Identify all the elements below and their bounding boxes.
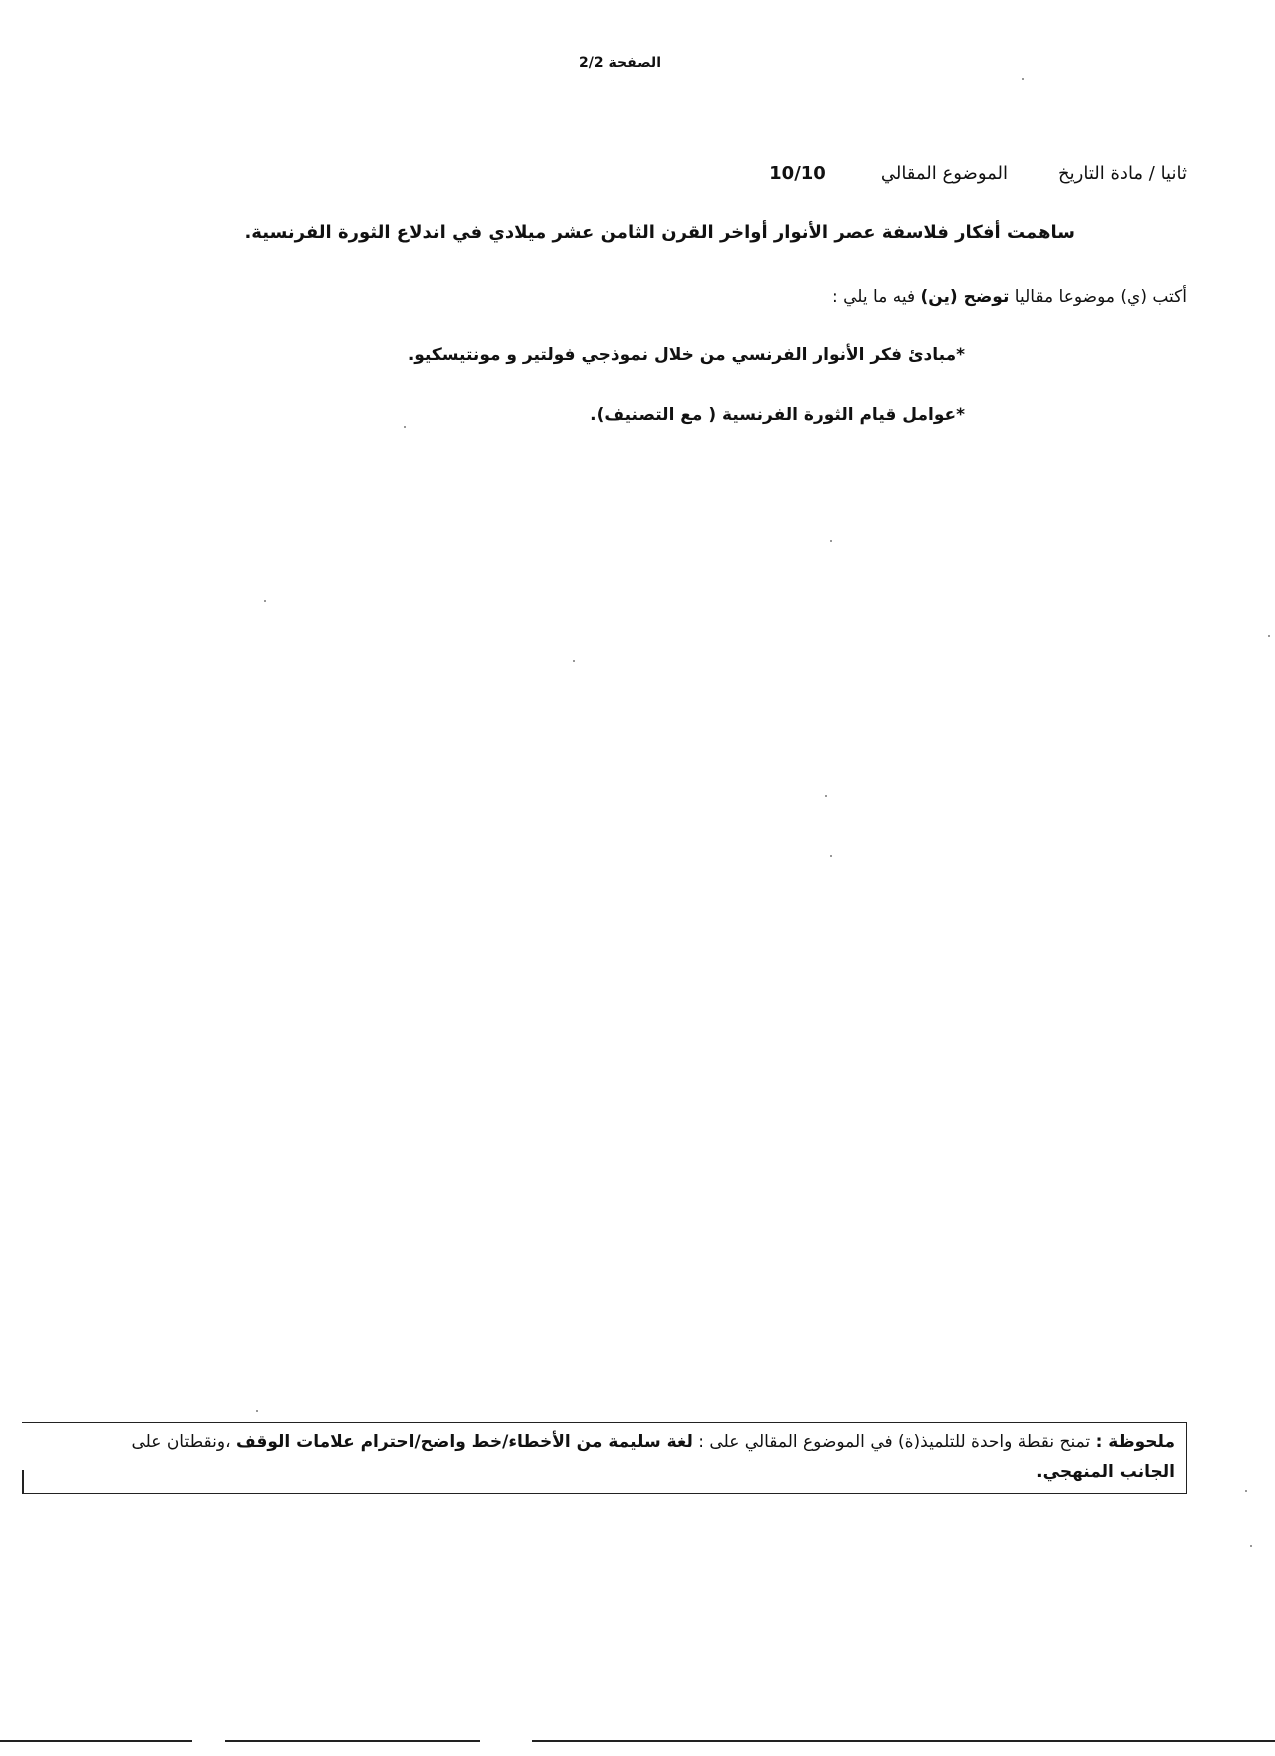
scan-speck (1022, 78, 1024, 80)
bullet-enlightenment-principles: *مبادئ فكر الأنوار الفرنسي من خلال نموذجي فولتير و مونتيسكيو. (407, 345, 965, 365)
instruction-part1: أكتب (ي) موضوعا مقاليا (1014, 287, 1187, 307)
scan-speck (1245, 1490, 1247, 1492)
note-prefix: ملحوظة : (1095, 1432, 1175, 1452)
footer-line (0, 1740, 192, 1742)
instruction-part2: توضح (ين) (920, 287, 1010, 307)
scan-speck (1268, 635, 1270, 637)
score: 10/10 (769, 163, 826, 184)
scan-speck (825, 795, 827, 797)
page-number: الصفحة 2/2 (579, 55, 661, 71)
note-line1-plain: تمنح نقطة واحدة للتلميذ(ة) في الموضوع المقالي على : (698, 1432, 1091, 1452)
scan-speck (256, 1410, 258, 1412)
scan-speck (264, 600, 266, 602)
note-box-left-tick (22, 1470, 24, 1494)
section-header (769, 163, 1187, 184)
bullet-revolution-factors: *عوامل قيام الثورة الفرنسية ( مع التصنيف). (590, 405, 965, 425)
instruction (832, 287, 1187, 307)
footer-line (532, 1740, 1275, 1742)
scan-speck (404, 426, 406, 428)
note-line1-bold: لغة سليمة من الأخطاء/خط واضح/احترام علامات الوقف (236, 1432, 693, 1452)
instruction-part3: فيه ما يلي : (831, 287, 916, 307)
scan-speck (1250, 1545, 1252, 1547)
section-title: ثانيا / مادة التاريخ (1058, 163, 1187, 184)
footer-line (225, 1740, 480, 1742)
note-line2-bold: الجانب المنهجي. (1036, 1462, 1175, 1482)
scan-speck (830, 855, 832, 857)
note-line2-plain: ،ونقطتان على (131, 1432, 231, 1452)
note-text (115, 1427, 1175, 1487)
essay-label: الموضوع المقالي (880, 163, 1009, 184)
scan-speck (830, 540, 832, 542)
scan-speck (573, 660, 575, 662)
question-intro: ساهمت أفكار فلاسفة عصر الأنوار أواخر القرن الثامن عشر ميلادي في اندلاع الثورة الفرنسية. (244, 222, 1075, 243)
